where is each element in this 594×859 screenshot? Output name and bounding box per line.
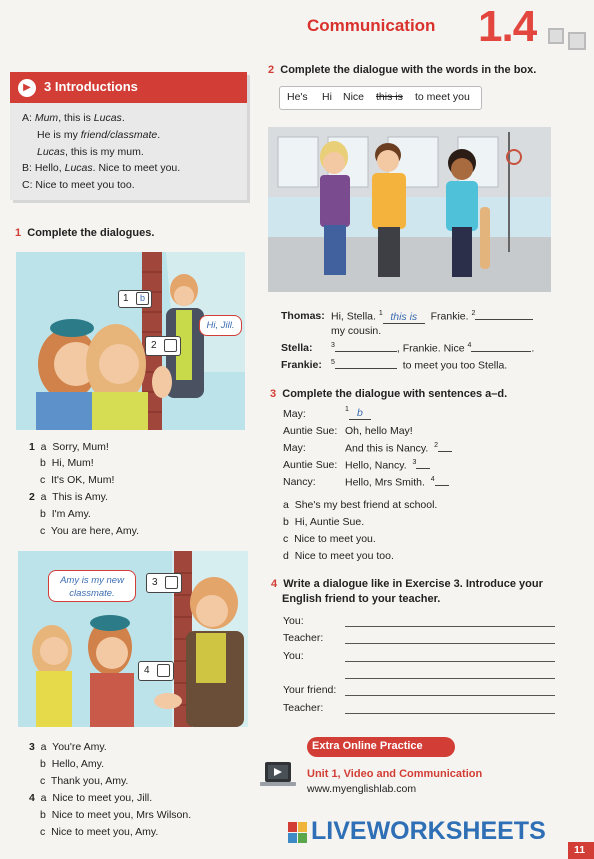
q1-option-c: c It's OK, Mum! — [40, 474, 115, 486]
illustration-three-kids — [268, 127, 551, 292]
ex2-thomas-cont: my cousin. — [331, 325, 382, 337]
extra-practice-url[interactable]: www.myenglishlab.com — [307, 783, 417, 795]
extra-practice-subtitle: Unit 1, Video and Communication — [307, 768, 483, 780]
laptop-icon — [260, 760, 298, 792]
ex2-blank-5[interactable] — [335, 368, 397, 369]
ex3-row-5: Nancy: — [283, 476, 316, 488]
answer-box-4[interactable]: 4 — [138, 661, 174, 681]
ex4-label-friend: Your friend: — [283, 684, 337, 696]
q1-option-b: b Hi, Mum! — [40, 457, 94, 469]
ex4-line-4[interactable] — [345, 678, 555, 679]
q4-option-a: 4 a Nice to meet you, Jill. — [29, 792, 153, 804]
ex3-option-c: c Nice to meet you. — [283, 533, 376, 545]
q3-option-c: c Thank you, Amy. — [40, 775, 129, 787]
ex4-line-5[interactable] — [345, 695, 555, 696]
q4-option-c: c Nice to meet you, Amy. — [40, 826, 159, 838]
section-title: Communication — [307, 16, 436, 35]
ex4-line-1[interactable] — [345, 626, 555, 627]
ex3-row-1: May: — [283, 408, 306, 420]
ex4-heading-2: English friend to your teacher. — [282, 593, 441, 605]
introductions-title: 3 Introductions — [44, 79, 138, 94]
ex3-row-4: Auntie Sue: — [283, 459, 338, 471]
q4-option-b: b Nice to meet you, Mrs Wilson. — [40, 809, 192, 821]
ex1-heading: 1 Complete the dialogues. — [15, 227, 155, 239]
ex3-row-4-text: Hello, Nancy. $^3$ — [345, 459, 430, 472]
intro-line-3: Lucas, this is my mum. — [37, 146, 144, 158]
intro-line-2: He is my friend/classmate. — [37, 129, 161, 141]
footer-brand: LIVEWORKSHEETS — [311, 817, 546, 845]
answer-box-3[interactable]: 3 — [146, 573, 182, 593]
unit-number: 1.4 — [478, 2, 537, 51]
ex3-option-d: d Nice to meet you too. — [283, 550, 394, 562]
decor-square — [568, 32, 586, 50]
q2-option-c: c You are here, Amy. — [40, 525, 140, 537]
ex4-heading: 4 Write a dialogue like in Exercise 3. Introduce your — [271, 578, 543, 590]
q1-option-a: 1 a Sorry, Mum! — [29, 441, 109, 453]
ex2-blank-4[interactable] — [471, 351, 531, 352]
ex3-option-b: b Hi, Auntie Sue. — [283, 516, 365, 528]
ex3-blank-3[interactable] — [416, 468, 430, 469]
ex4-line-3[interactable] — [345, 661, 555, 662]
q3-option-a: 3 a You're Amy. — [29, 741, 107, 753]
ex2-stella-text: $^3$ , Frankie. Nice $^4$ . — [331, 342, 535, 355]
ex3-row-1-answer[interactable]: $^1$ b — [345, 406, 371, 420]
page-number: 11 — [574, 844, 586, 856]
ex2-stella-line: Stella: — [281, 342, 313, 354]
speech-bubble-hi-jill: Hi, Jill. — [199, 315, 242, 336]
extra-practice-title: Extra Online Practice — [312, 740, 423, 752]
ex3-option-a: a She's my best friend at school. — [283, 499, 438, 511]
ex3-row-3-text: And this is Nancy. $^2$ — [345, 442, 452, 455]
word-nice: Nice — [343, 91, 365, 103]
speaker-icon[interactable]: ▶ — [18, 79, 36, 97]
intro-line-1: A: Mum, this is Lucas. — [22, 112, 125, 124]
intro-line-5: C: Nice to meet you too. — [22, 179, 135, 191]
illustration-mum-and-kids — [16, 252, 245, 430]
ex2-frankie-text: $^5$ to meet you too Stella. — [331, 359, 508, 372]
ex4-label-you: You: — [283, 615, 304, 627]
ex3-heading: 3 Complete the dialogue with sentences a–d. — [270, 388, 508, 400]
q2-option-b: b I'm Amy. — [40, 508, 91, 520]
ex4-label-teacher: Teacher: — [283, 632, 324, 644]
ex4-line-2[interactable] — [345, 643, 555, 644]
ex3-row-2: Auntie Sue: — [283, 425, 338, 437]
speech-bubble-amy-classmate: Amy is my new classmate. — [48, 570, 136, 602]
ex2-blank-3[interactable] — [335, 351, 397, 352]
intro-line-4: B: Hello, Lucas. Nice to meet you. — [22, 162, 181, 174]
ex3-row-5-text: Hello, Mrs Smith. $^4$ — [345, 476, 449, 489]
ex2-answer-1[interactable]: this is — [383, 311, 425, 324]
ex4-line-6[interactable] — [345, 713, 555, 714]
ex3-blank-2[interactable] — [438, 451, 452, 452]
ex2-frankie-line: Frankie: — [281, 359, 322, 371]
ex3-row-2-text: Oh, hello May! — [345, 425, 413, 437]
ex2-heading: 2 Complete the dialogue with the words in the box. — [268, 64, 537, 76]
decor-square — [548, 28, 564, 44]
answer-box-1[interactable]: 1 b — [118, 290, 152, 308]
q2-option-a: 2 a This is Amy. — [29, 491, 108, 503]
answer-box-2[interactable]: 2 — [145, 336, 181, 356]
ex2-thomas-text: Hi, Stella. $^1$ this is Frankie. $^2$ — [331, 310, 533, 324]
word-this-is: this is — [376, 91, 403, 103]
word-hi: Hi — [322, 91, 332, 103]
ex3-blank-4[interactable] — [435, 485, 449, 486]
ex3-row-3: May: — [283, 442, 306, 454]
word-to-meet-you: to meet you — [415, 91, 470, 103]
ex4-label-teacher-2: Teacher: — [283, 702, 324, 714]
q3-option-b: b Hello, Amy. — [40, 758, 105, 770]
word-hes: He's — [287, 91, 308, 103]
ex2-blank-2[interactable] — [475, 319, 533, 320]
ex4-label-you-2: You: — [283, 650, 304, 662]
ex2-thomas-line: Thomas: — [281, 310, 325, 322]
